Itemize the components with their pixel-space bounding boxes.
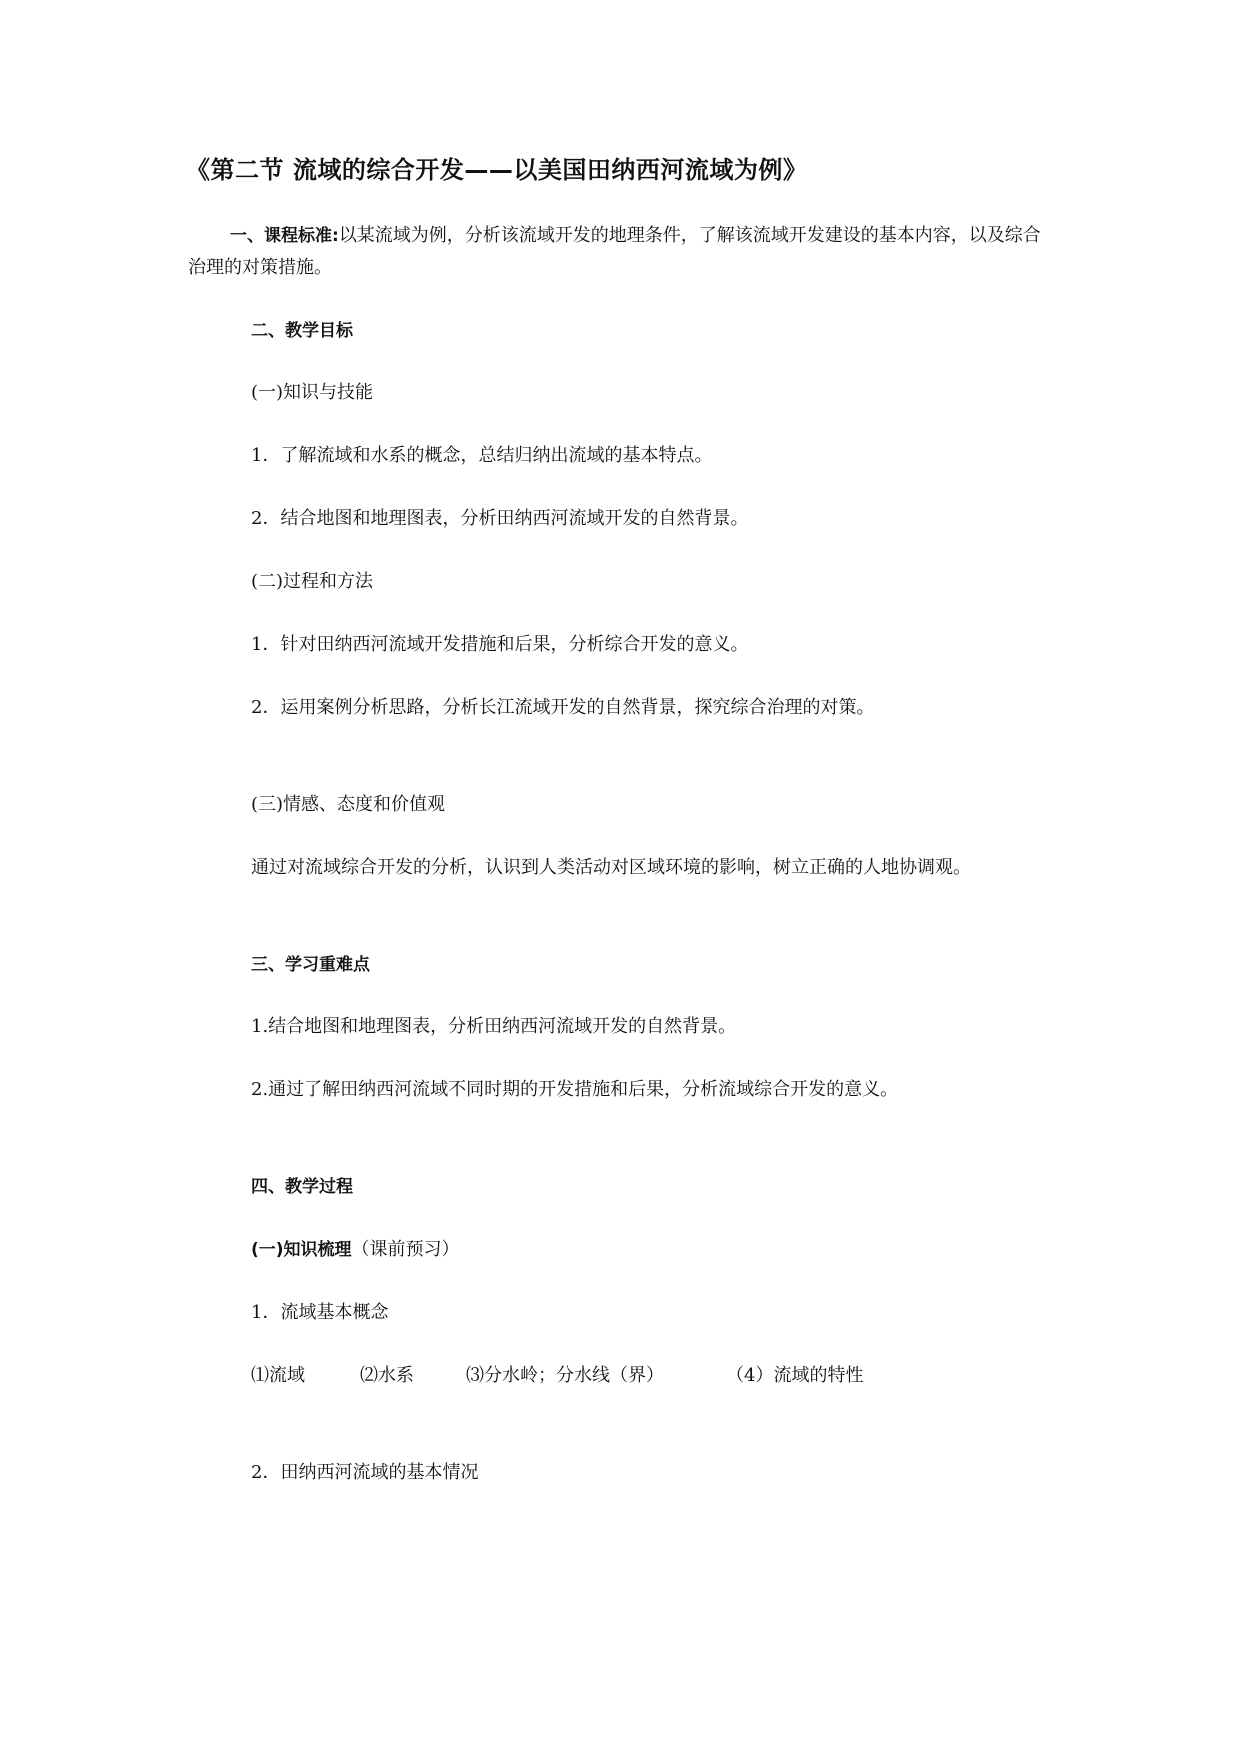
document-title: 《第二节 流域的综合开发——以美国田纳西河流域为例》	[186, 156, 808, 184]
attitude-values-heading: (三)情感、态度和价值观	[251, 794, 446, 815]
knowledge-item-2: 2．结合地图和地理图表，分析田纳西河流域开发的自然背景。	[251, 508, 749, 529]
process-item-2: 2．运用案例分析思路，分析长江流域开发的自然背景，探究综合治理的对策。	[251, 697, 875, 718]
concept-basin-characteristics: （4）流域的特性	[726, 1365, 864, 1386]
course-standard-paragraph	[188, 220, 1058, 284]
knowledge-item-1: 1．了解流域和水系的概念，总结归纳出流域的基本特点。	[251, 445, 713, 466]
process-item-1: 1．针对田纳西河流域开发措施和后果，分析综合开发的意义。	[251, 634, 749, 655]
tennessee-basin-item: 2．田纳西河流域的基本情况	[251, 1462, 479, 1483]
concept-basin: ⑴流域	[251, 1365, 305, 1386]
course-standard-text: 以某流域为例，分析该流域开发的地理条件，了解该流域开发建设的基本内容，以及综合治理的对策措施。	[188, 225, 1041, 278]
key-point-2: 2.通过了解田纳西河流域不同时期的开发措施和后果，分析流域综合开发的意义。	[251, 1079, 899, 1100]
course-standard-label: 一、课程标准:	[230, 226, 339, 246]
knowledge-review-heading	[251, 1237, 460, 1263]
teaching-goals-heading: 二、教学目标	[251, 321, 353, 341]
attitude-values-text: 通过对流域综合开发的分析，认识到人类活动对区域环境的影响，树立正确的人地协调观。	[251, 857, 971, 878]
basin-concepts-item: 1．流域基本概念	[251, 1302, 389, 1323]
key-difficult-points-heading: 三、学习重难点	[251, 955, 370, 975]
teaching-process-heading: 四、教学过程	[251, 1177, 353, 1197]
process-method-heading: (二)过程和方法	[251, 571, 374, 592]
key-point-1: 1.结合地图和地理图表，分析田纳西河流域开发的自然背景。	[251, 1016, 737, 1037]
knowledge-review-note: （课前预习）	[351, 1239, 460, 1260]
concept-water-system: ⑵水系	[360, 1365, 414, 1386]
concept-watershed-divide: ⑶分水岭；分水线（界）	[466, 1365, 664, 1386]
knowledge-skills-heading: (一)知识与技能	[251, 382, 374, 403]
knowledge-review-label: (一)知识梳理	[251, 1240, 352, 1260]
